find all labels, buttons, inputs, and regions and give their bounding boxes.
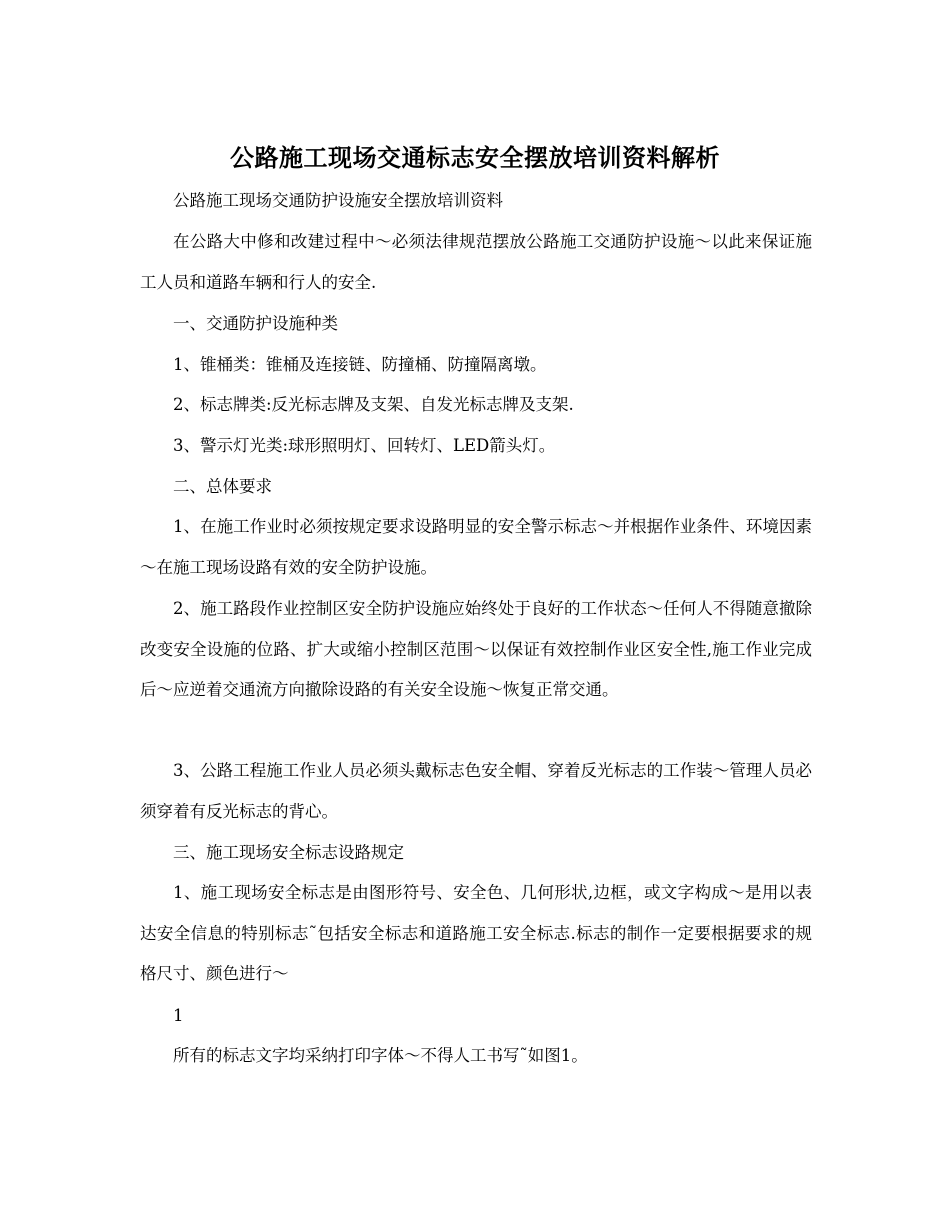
- paragraph-item: 1、施工现场安全标志是由图形符号、安全色、几何形状,边框，或文字构成～是用以表达安全信息的特别标志˜包括安全标志和道路施工安全标志.标志的制作一定要根据要求的规格尺寸、颜色进行～: [140, 883, 812, 983]
- page-number: 1: [173, 1006, 184, 1025]
- paragraph-subtitle: 公路施工现场交通防护设施安全摆放培训资料: [173, 191, 503, 210]
- paragraph-item: 1、在施工作业时必须按规定要求设路明显的安全警示标志～并根据作业条件、环境因素～在施工现场设路有效的安全防护设施。: [140, 517, 812, 577]
- paragraph-item: 所有的标志文字均采纳打印字体～不得人工书写˜如图1。: [173, 1046, 588, 1065]
- section-heading-2: 二、总体要求: [173, 477, 272, 496]
- section-heading-1: 一、交通防护设施种类: [173, 314, 338, 333]
- paragraph-item: 1、锥桶类：锥桶及连接链、防撞桶、防撞隔离墩。: [173, 355, 547, 374]
- paragraph-item: 3、警示灯光类:球形照明灯、回转灯、LED箭头灯。: [173, 436, 556, 455]
- paragraph-intro: 在公路大中修和改建过程中～必须法律规范摆放公路施工交通防护设施～以此来保证施工人员和道路车辆和行人的安全.: [140, 232, 812, 292]
- paragraph-item: 2、施工路段作业控制区安全防护设施应始终处于良好的工作状态～任何人不得随意撤除改变安全设施的位路、扩大或缩小控制区范围～以保证有效控制作业区安全性,施工作业完成后～应逆着交通流方向撤除设路的有关安全设施～恢复正常交通。: [140, 599, 812, 699]
- paragraph-item: 3、公路工程施工作业人员必须头戴标志色安全帽、穿着反光标志的工作装～管理人员必须穿着有反光标志的背心。: [140, 761, 812, 821]
- paragraph-item: 2、标志牌类:反光标志牌及支架、自发光标志牌及支架.: [173, 395, 574, 414]
- document-title: 公路施工现场交通标志安全摆放培训资料解析: [230, 143, 720, 172]
- section-heading-3: 三、施工现场安全标志设路规定: [173, 843, 404, 862]
